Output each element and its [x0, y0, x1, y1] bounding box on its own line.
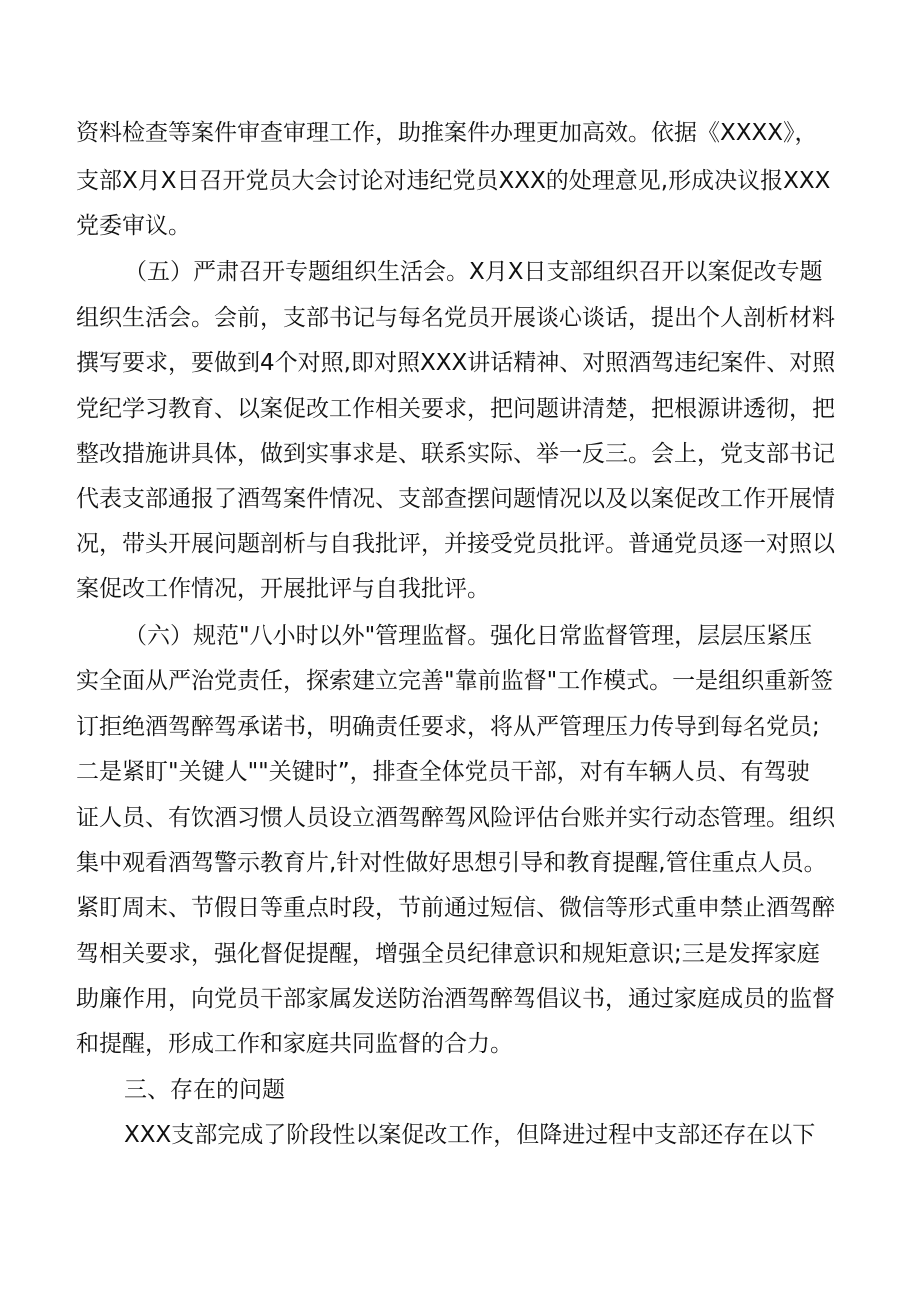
- text-line: 党委审议。: [76, 213, 191, 239]
- text-line: 案促改工作情况，开展批评与自我批评。: [76, 576, 490, 602]
- text-line: 证人员、有饮酒习惯人员设立酒驾醉驾风险评估台账并实行动态管理。组织: [76, 805, 835, 831]
- text-line: 整改措施讲具体，做到实事求是、联系实际、举一反三。会上，党支部书记: [76, 441, 835, 467]
- text-line: 支部X月X日召开党员大会讨论对违纪党员XXX的处理意见,形成决议报XXX: [76, 168, 831, 194]
- text-line: 驾相关要求，强化督促提醒，增强全员纪律意识和规矩意识;三是发挥家庭: [76, 941, 820, 967]
- text-line: 况，带头开展问题剖析与自我批评，并接受党员批评。普通党员逐一对照以: [76, 531, 835, 557]
- text-line: 二是紧盯"关键人""关键时”，排查全体党员干部，对有车辆人员、有驾驶: [76, 759, 810, 785]
- text-line: 集中观看酒驾警示教育片,针对性做好思想引导和教育提醒,管住重点人员。: [76, 850, 827, 876]
- section-heading-six: （六）规范"八小时以外"管理监督。强化日常监督管理，层层压紧压: [124, 623, 813, 649]
- text-line: 和提醒，形成工作和家庭共同监督的合力。: [76, 1031, 513, 1057]
- text-line: 撰写要求，要做到4个对照,即对照XXX讲话精神、对照酒驾违纪案件、对照: [76, 350, 836, 376]
- text-line: 党纪学习教育、以案促改工作相关要求，把问题讲清楚，把根源讲透彻，把: [76, 396, 835, 422]
- text-line: 助廉作用，向党员干部家属发送防治酒驾醉驾倡议书，通过家庭成员的监督: [76, 986, 835, 1012]
- text-line: 代表支部通报了酒驾案件情况、支部查摆问题情况以及以案促改工作开展情: [76, 486, 835, 512]
- section-heading-five: （五）严肃召开专题组织生活会。X月X日支部组织召开以案促改专题: [124, 259, 823, 285]
- section-heading-three: 三、存在的问题: [124, 1077, 285, 1103]
- text-line: 紧盯周末、节假日等重点时段，节前通过短信、微信等形式重申禁止酒驾醉: [76, 895, 835, 921]
- text-line: 订拒绝酒驾醉驾承诺书，明确责任要求，将从严管理压力传导到每名党员;: [76, 714, 820, 740]
- text-line: 资料检查等案件审查审理工作，助推案件办理更加高效。依据《XXXX》，: [76, 120, 818, 146]
- text-line: 组织生活会。会前，支部书记与每名党员开展谈心谈话，提出个人剖析材料: [76, 305, 835, 331]
- text-line: 实全面从严治党责任，探索建立完善"靠前监督"工作模式。一是组织重新签: [76, 668, 834, 694]
- text-line: XXX支部完成了阶段性以案促改工作，但降进过程中支部还存在以下: [124, 1122, 816, 1148]
